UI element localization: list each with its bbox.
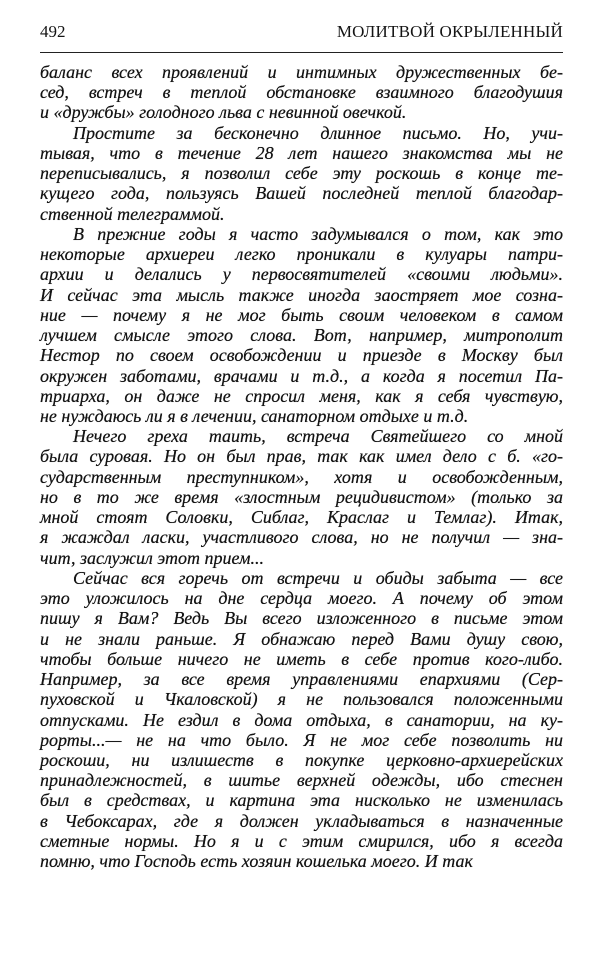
- text-line: сед, встреч в теплой обстановке взаимного благодушия: [40, 82, 563, 103]
- text-line: Нестор по своем освобождении и приезде в Москву был: [40, 345, 563, 366]
- text-line: была суровая. Но он был прав, так как имел дело с б. «го-: [40, 446, 563, 467]
- text-line: я жаждал ласки, участливого слова, но не получил — зна-: [40, 527, 563, 548]
- text-line: кущего года, пользуясь Вашей последней теплой благодар-: [40, 183, 563, 204]
- text-line: Например, за все время управлениями епархиями (Сер-: [40, 669, 563, 690]
- text-line: сметные нормы. Но я и с этим смирился, ибо я всегда: [40, 830, 563, 851]
- text-line: в Чебоксарах, где я должен укладываться в назначенные: [40, 810, 563, 831]
- text-line: помню, что Господь есть хозяин кошелька моего. И так: [40, 851, 473, 872]
- text-line: ние — почему я не мог быть своим человеком в самом: [40, 304, 563, 325]
- paragraph: [40, 568, 563, 872]
- text-line: переписывались, я позволил себе эту роскошь в конце те-: [40, 163, 563, 184]
- text-line: И сейчас эта мысль также иногда заостряет мое созна-: [40, 284, 563, 305]
- text-line: и не знали раньше. Я обнажаю перед Вами душу свою,: [40, 628, 563, 649]
- text-line: пуховской и Чкаловской) я не пользовался положенными: [40, 689, 563, 710]
- text-line: рорты...— не на что было. Я не мог себе позволить ни: [40, 729, 563, 750]
- text-line: Нечего греха таить, встреча Святейшего со мной: [73, 426, 563, 447]
- text-line: некоторые архиереи легко проникали в кулуары патри-: [40, 244, 563, 265]
- text-line: лучшем смысле этого слова. Вот, например, митрополит: [40, 325, 563, 346]
- text-line: чтобы больше ничего не иметь в себе против кого-либо.: [40, 648, 563, 669]
- header-rule: [40, 52, 563, 53]
- text-line: пишу я Вам? Ведь Вы всего изложенного в письме этом: [40, 608, 563, 629]
- text-line: триарха, он даже не спросил меня, как я себя чувствую,: [40, 385, 563, 406]
- text-line: был в средствах, и картина эта нисколько не изменилась: [40, 790, 563, 811]
- text-line: не нуждаюсь ли я в лечении, санаторном отдыхе и т.д.: [40, 405, 469, 426]
- text-line: Сейчас вся горечь от встречи и обиды забыта — все: [73, 567, 563, 588]
- text-line: баланс всех проявлений и интимных дружественных бе-: [40, 62, 563, 82]
- text-line: чит, заслужил этот прием...: [40, 547, 265, 568]
- text-line: принадлежностей, в шитье верхней одежды, ибо стеснен: [40, 770, 563, 791]
- paragraph: [40, 123, 563, 224]
- paragraph: [40, 62, 563, 123]
- running-header: [40, 22, 563, 46]
- text-line: и «дружбы» голодного льва с невинной овечкой.: [40, 102, 407, 123]
- text-line: архии и делались у первосвятителей «своими людьми».: [40, 264, 563, 285]
- text-line: сударственным преступником», хотя и освобожденным,: [40, 466, 563, 487]
- text-line: но в то же время «злостным рецидивистом» (только за: [40, 486, 563, 507]
- text-line: роскоши, ни излишеств в покупке церковно-архиерейских: [40, 749, 563, 770]
- text-line: это уложилось на дне сердца моего. А почему об этом: [40, 588, 563, 609]
- text-line: мной стоят Соловки, Сиблаг, Краслаг и Темлаг). Итак,: [40, 507, 563, 528]
- text-line: Простите за бесконечно длинное письмо. Но, учи-: [73, 122, 563, 143]
- page-number: 492: [40, 22, 66, 41]
- paragraph: [40, 426, 563, 568]
- text-line: тывая, что в течение 28 лет нашего знакомства мы не: [40, 142, 563, 163]
- running-title: МОЛИТВОЙ ОКРЫЛЕННЫЙ: [336, 22, 563, 41]
- text-line: В прежние годы я часто задумывался о том, как это: [73, 223, 563, 244]
- text-line: окружен заботами, врачами и т.д., а когда я посетил Па-: [40, 365, 563, 386]
- page-body: [40, 62, 563, 871]
- paragraph: [40, 224, 563, 426]
- text-line: ственной телеграммой.: [40, 203, 225, 224]
- text-line: отпусками. Не ездил в дома отдыха, в санатории, на ку-: [40, 709, 563, 730]
